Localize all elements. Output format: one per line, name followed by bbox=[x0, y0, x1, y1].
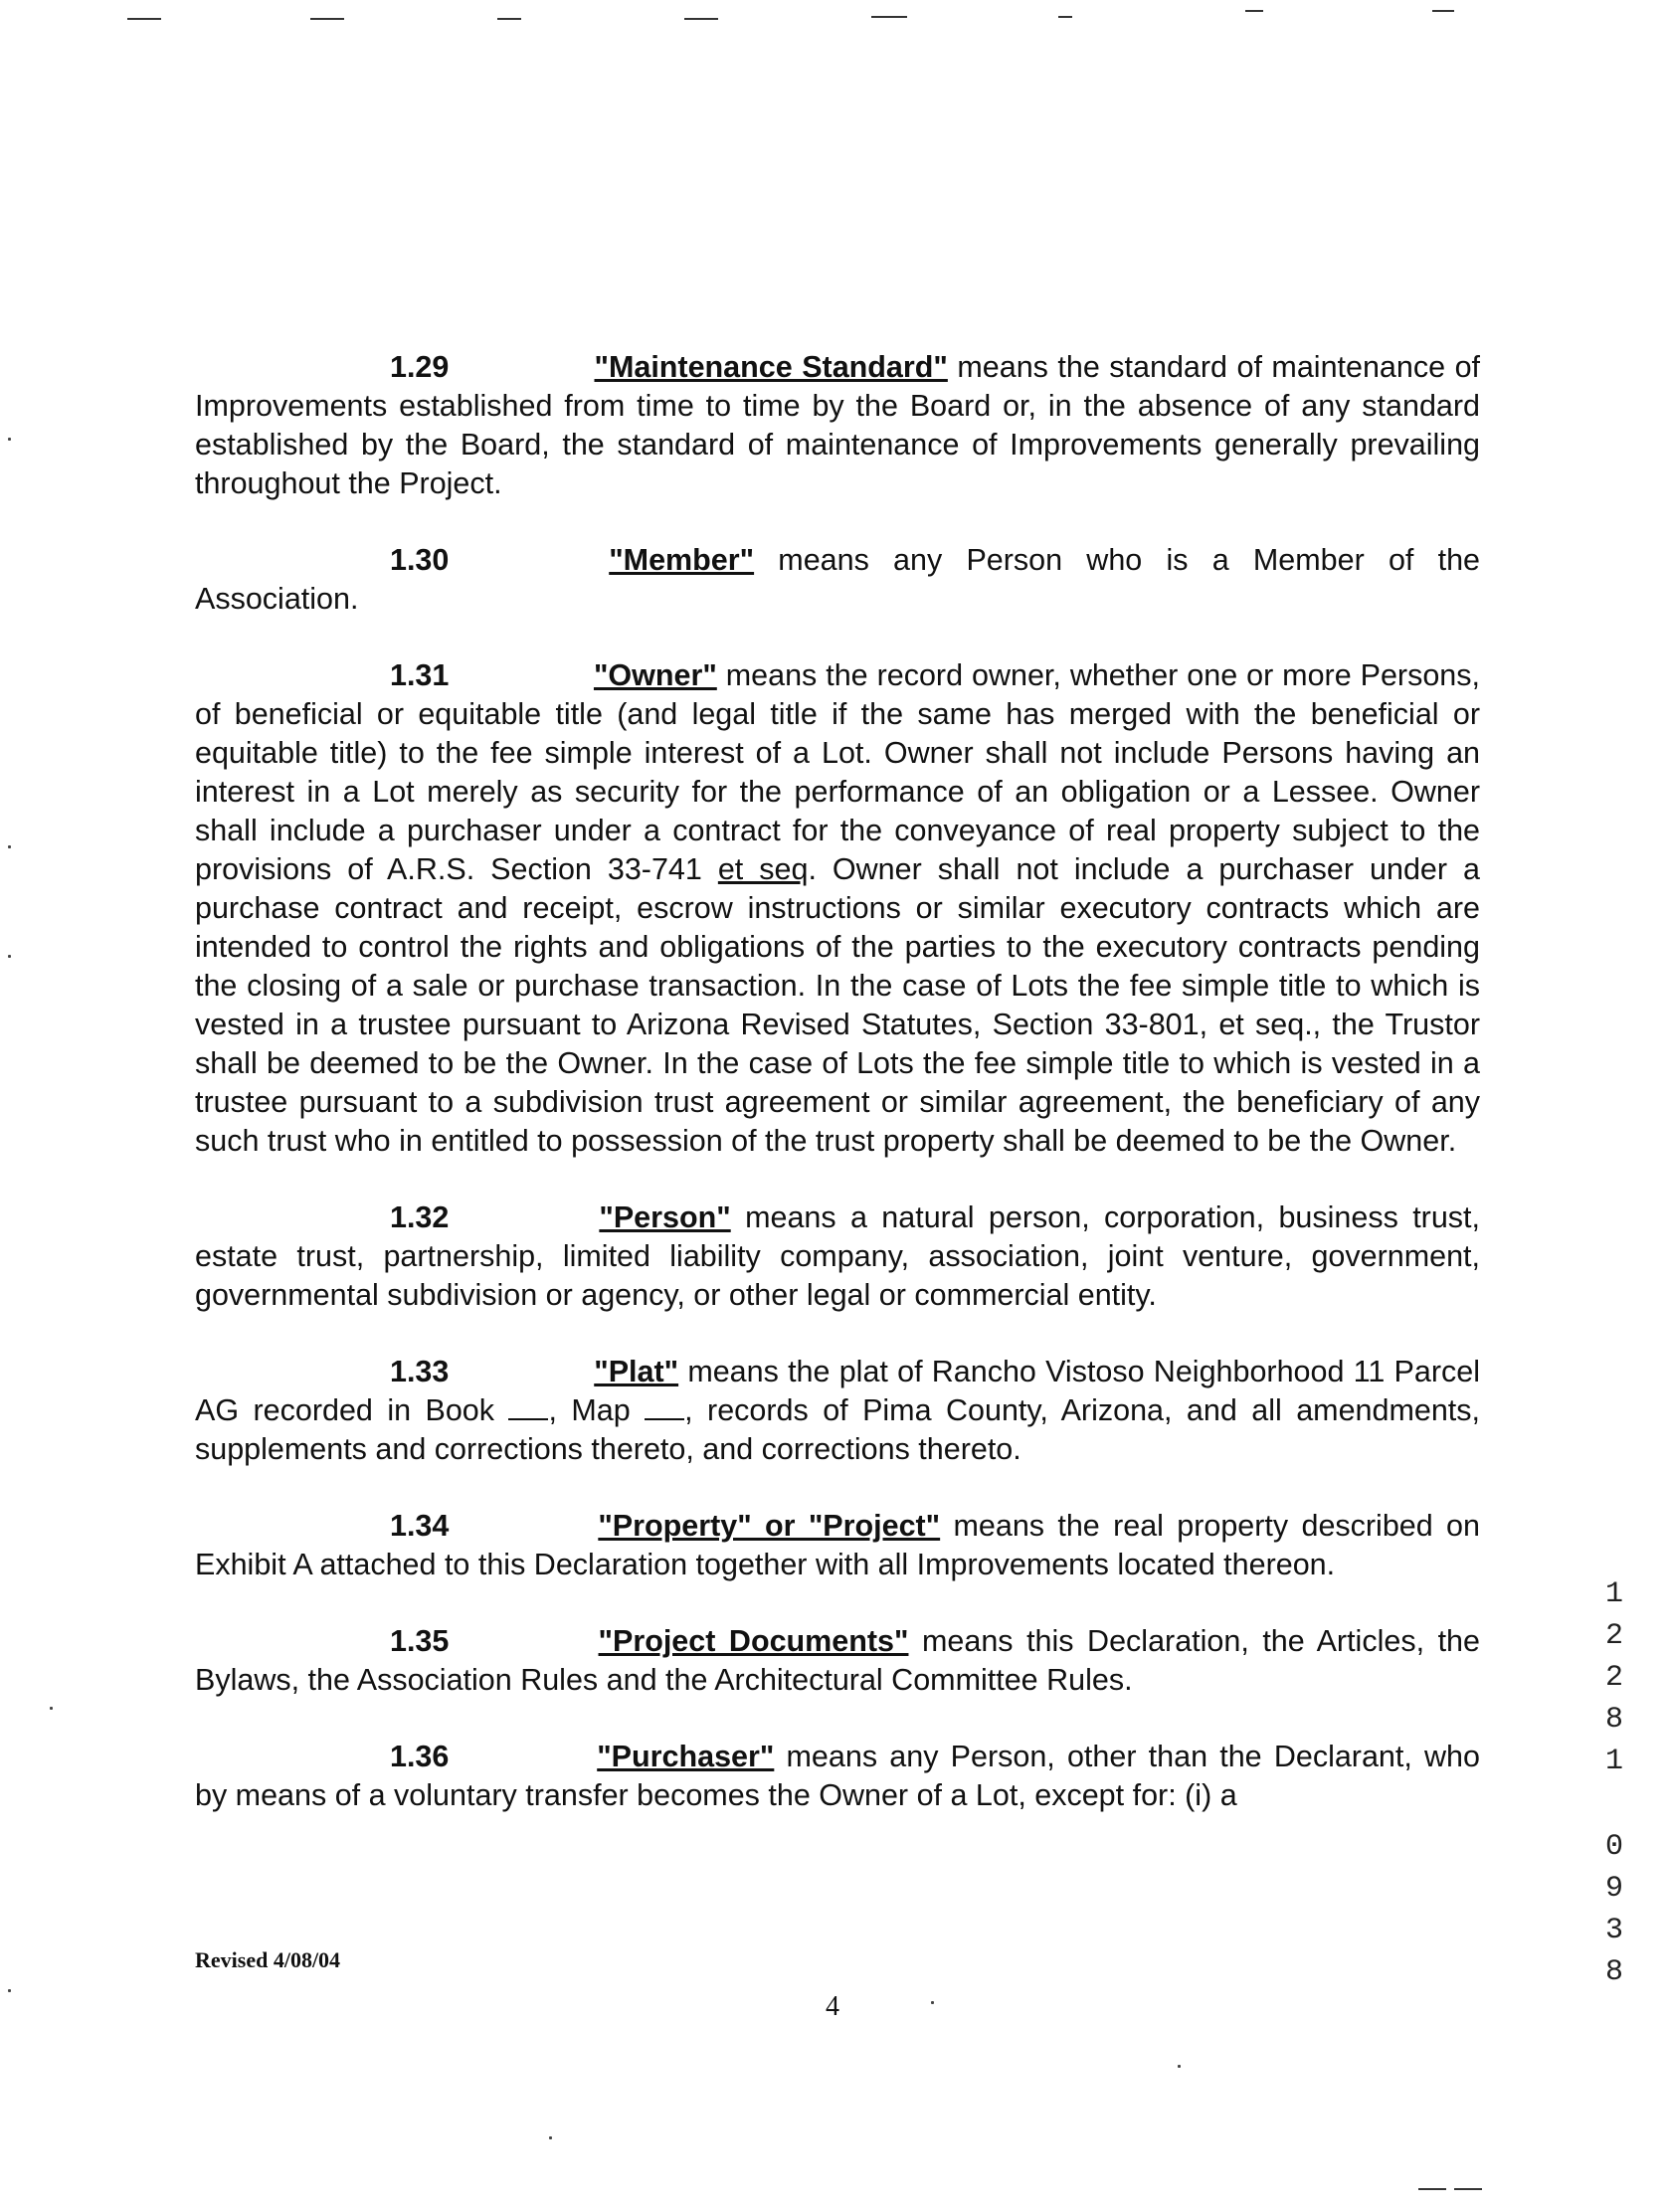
defined-term: "Person" bbox=[599, 1200, 731, 1234]
section-number: 1.29 bbox=[390, 350, 450, 384]
section-1-32 bbox=[195, 1198, 1480, 1315]
scan-artifact bbox=[497, 18, 521, 20]
section-number: 1.33 bbox=[390, 1355, 450, 1388]
section-text: means the real property described on Exhibit A attached to this Declaration together with all Improvements located thereon. bbox=[195, 1509, 1480, 1581]
scan-artifact bbox=[1245, 10, 1263, 12]
section-text: means any Person who is a Member of the Association. bbox=[195, 543, 1480, 616]
section-text: means any Person, other than the Declarant, who by means of a voluntary transfer becomes the Owner of a Lot, except for: (i) a bbox=[195, 1740, 1480, 1812]
recording-gap bbox=[1599, 1782, 1629, 1826]
defined-term: "Owner" bbox=[593, 658, 717, 692]
scan-speck bbox=[8, 845, 11, 848]
section-1-33 bbox=[195, 1353, 1480, 1469]
revision-date: Revised 4/08/04 bbox=[195, 1947, 341, 1972]
defined-term: "Member" bbox=[609, 543, 755, 577]
recording-digit: 1 bbox=[1604, 1577, 1623, 1611]
section-text-continued: , records of Pima County, Arizona, and all amendments, supplements and corrections thereto, and corrections thereto. bbox=[195, 1393, 1480, 1466]
et-seq-citation: et seq bbox=[717, 852, 809, 886]
recording-digit: 3 bbox=[1604, 1914, 1623, 1947]
recording-digit: 8 bbox=[1604, 1703, 1623, 1737]
section-number: 1.35 bbox=[390, 1624, 450, 1658]
section-1-31 bbox=[195, 656, 1480, 1161]
scan-artifact bbox=[1058, 16, 1072, 18]
scan-speck bbox=[8, 955, 11, 958]
section-text: means the standard of maintenance of Improvements established from time to time by the Board or, in the absence of any standard established by the Board, the standard of maintenance of Improvements generally prevailing throughout the Project. bbox=[195, 350, 1480, 500]
scan-artifact bbox=[1432, 10, 1454, 12]
scan-speck bbox=[931, 2001, 934, 2004]
recording-digit: 2 bbox=[1604, 1619, 1623, 1653]
scan-speck bbox=[8, 1989, 11, 1992]
recording-digit: 8 bbox=[1604, 1955, 1623, 1989]
scan-artifact bbox=[127, 18, 161, 20]
section-text: means a natural person, corporation, business trust, estate trust, partnership, limited liability company, association, joint venture, government, governmental subdivision or agency, or other legal or commercial entity. bbox=[195, 1200, 1480, 1312]
scan-artifact bbox=[684, 18, 718, 20]
section-number: 1.30 bbox=[390, 543, 450, 577]
section-1-34 bbox=[195, 1507, 1480, 1584]
scan-artifact bbox=[310, 18, 344, 20]
defined-term: "Project Documents" bbox=[598, 1624, 909, 1658]
recording-digit: 9 bbox=[1604, 1872, 1623, 1906]
scan-artifact bbox=[871, 16, 907, 18]
section-text: means this Declaration, the Articles, the Bylaws, the Association Rules and the Architectural Committee Rules. bbox=[195, 1624, 1480, 1697]
section-number: 1.32 bbox=[390, 1200, 450, 1234]
section-number: 1.31 bbox=[390, 658, 450, 692]
section-1-35 bbox=[195, 1622, 1480, 1700]
section-1-30 bbox=[195, 541, 1480, 619]
defined-term: "Maintenance Standard" bbox=[594, 350, 948, 384]
section-text: means the record owner, whether one or more Persons, of beneficial or equitable title (and legal title if the same has merged with the beneficial or equitable title) to the fee simple interest of a Lot. Owner shall not include Persons having an interest in a Lot merely as security for the performance of an obligation or a Lessee. Owner shall include a purchaser under a contract for the conveyance of real property subject to the provisions of A.R.S. Section 33-741 bbox=[195, 658, 1480, 886]
section-number: 1.36 bbox=[390, 1740, 450, 1773]
scan-artifact bbox=[1418, 2188, 1446, 2190]
book-blank bbox=[508, 1392, 548, 1420]
scan-speck bbox=[549, 2136, 552, 2139]
section-1-29 bbox=[195, 348, 1480, 503]
scan-speck bbox=[50, 1707, 53, 1710]
recording-digit: 1 bbox=[1604, 1745, 1623, 1778]
defined-term: "Property" or "Project" bbox=[598, 1509, 941, 1543]
scan-artifact bbox=[1454, 2188, 1482, 2190]
recording-digit: 0 bbox=[1604, 1830, 1623, 1864]
recording-digit: 2 bbox=[1604, 1661, 1623, 1695]
section-text-map: , Map bbox=[548, 1393, 646, 1427]
section-number: 1.34 bbox=[390, 1509, 450, 1543]
defined-term: "Plat" bbox=[594, 1355, 679, 1388]
section-1-36 bbox=[195, 1738, 1480, 1815]
map-blank bbox=[645, 1392, 684, 1420]
page-number: 4 bbox=[826, 1991, 839, 2022]
section-text: means the plat of Rancho Vistoso Neighborhood 11 Parcel AG recorded in Book bbox=[195, 1355, 1480, 1427]
scan-speck bbox=[8, 438, 11, 441]
definitions-body bbox=[195, 348, 1480, 1853]
defined-term: "Purchaser" bbox=[597, 1740, 775, 1773]
section-text-continued: . Owner shall not include a purchaser under a purchase contract and receipt, escrow instructions or similar executory contracts which are intended to control the rights and obligations of the parties to the executory contracts pending the closing of a sale or purchase transaction. In the case of Lots the fee simple title to which is vested in a trustee pursuant to Arizona Revised Statutes, Section 33-801, et seq., the Trustor shall be deemed to be the Owner. In the case of Lots the fee simple title to which is vested in a trustee pursuant to a subdivision trust agreement or similar agreement, the beneficiary of any such trust who in entitled to possession of the trust property shall be deemed to be the Owner. bbox=[195, 852, 1480, 1158]
recording-number-stamp bbox=[1599, 1573, 1629, 1993]
scan-speck bbox=[1178, 2065, 1181, 2068]
